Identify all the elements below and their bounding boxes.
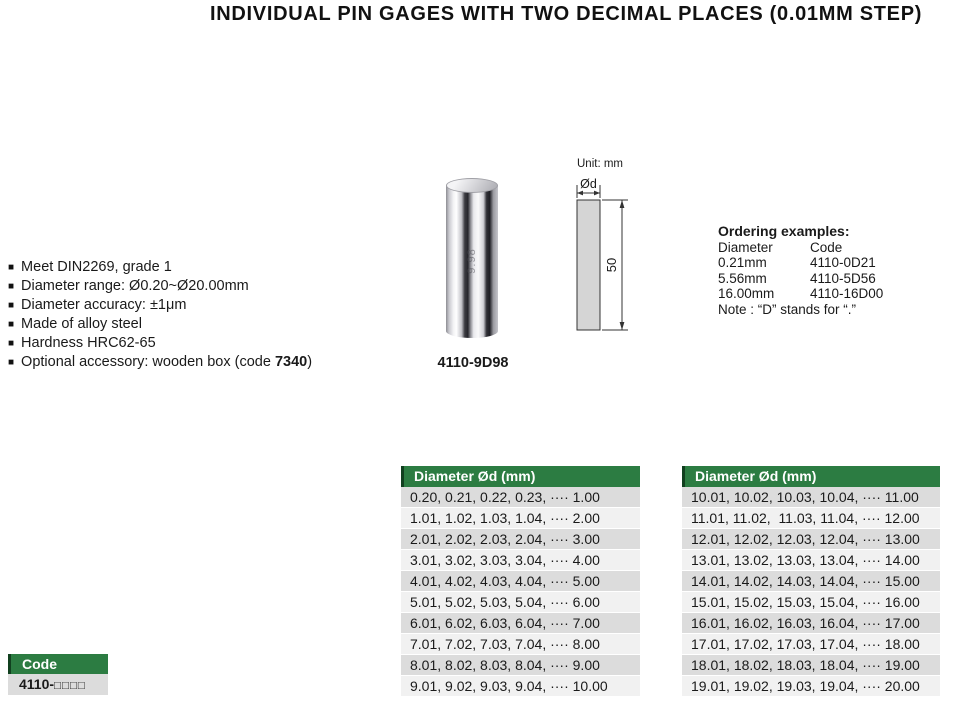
accessory-code: 7340 [274,354,308,370]
feature-text: Diameter accuracy: ±1μm [21,297,187,313]
arrow-left-icon [577,191,583,196]
bullet-square-icon: ■ [8,357,15,368]
diameter-dim-label: Ød [580,177,597,191]
code-box-value: 4110-□□□□ [8,674,108,695]
feature-item [8,258,312,277]
diameter-table-right [682,466,940,697]
code-placeholder-squares: □□□□ [54,680,86,692]
table-row: 2.01, 2.02, 2.03, 2.04, ···· 3.00 [401,529,640,550]
bullet-square-icon: ■ [8,338,15,349]
length-dim-label: 50 [604,257,619,273]
table-row: 10.01, 10.02, 10.03, 10.04, ···· 11.00 [682,487,940,508]
feature-text: Meet DIN2269, grade 1 [21,259,172,275]
product-code-label: 4110-9D98 [437,355,509,371]
table-row: 0.20, 0.21, 0.22, 0.23, ···· 1.00 [401,487,640,508]
table-row: 19.01, 19.02, 19.03, 19.04, ···· 20.00 [682,676,940,697]
unit-label: Unit: mm [577,158,623,170]
col-code: Code [810,239,843,255]
table-row: 3.01, 3.02, 3.03, 3.04, ···· 4.00 [401,550,640,571]
feature-text: Diameter range: Ø0.20~Ø20.00mm [21,278,249,294]
ordering-row: 0.21mm 4110-0D21 [718,255,876,270]
arrow-right-icon [594,191,600,196]
pin-top-face [446,178,498,193]
diameter-table-left [401,466,640,697]
table-row: 11.01, 11.02, 11.03, 11.04, ···· 12.00 [682,508,940,529]
table-row: 15.01, 15.02, 15.03, 15.04, ···· 16.00 [682,592,940,613]
bullet-square-icon: ■ [8,300,15,311]
table-row: 5.01, 5.02, 5.03, 5.04, ···· 6.00 [401,592,640,613]
table-header: Diameter Ød (mm) [682,466,940,487]
feature-text: Made of alloy steel [21,316,142,332]
pin-gage-photo [446,178,498,338]
arrow-down-icon [620,322,625,330]
table-row: 1.01, 1.02, 1.03, 1.04, ···· 2.00 [401,508,640,529]
bullet-square-icon: ■ [8,262,15,273]
bullet-square-icon: ■ [8,319,15,330]
table-row: 13.01, 13.02, 13.03, 13.04, ···· 14.00 [682,550,940,571]
feature-item [8,277,312,296]
arrow-up-icon [620,200,625,208]
feature-item [8,334,312,353]
pin-dimension-diagram [568,172,648,344]
page-title: INDIVIDUAL PIN GAGES WITH TWO DECIMAL PLACES (0.01MM STEP) [210,3,923,25]
feature-item [8,353,312,372]
code-box-header: Code [8,654,108,674]
order-code-box [8,654,108,695]
feature-list [8,258,312,372]
table-row: 7.01, 7.02, 7.03, 7.04, ···· 8.00 [401,634,640,655]
ordering-row: 5.56mm 4110-5D56 [718,270,876,286]
table-row: 9.01, 9.02, 9.03, 9.04, ···· 10.00 [401,676,640,697]
table-row: 6.01, 6.02, 6.03, 6.04, ···· 7.00 [401,613,640,634]
ordering-examples [718,224,883,317]
ordering-row: 16.00mm 4110-16D00 [718,286,884,301]
table-row: 17.01, 17.02, 17.03, 17.04, ···· 18.00 [682,634,940,655]
table-row: 16.01, 16.02, 16.03, 16.04, ···· 17.00 [682,613,940,634]
pin-marking-text: 9.98 [466,248,478,274]
pin-outline-rect [577,200,600,330]
table-row: 18.01, 18.02, 18.03, 18.04, ···· 19.00 [682,655,940,676]
ordering-header-row [718,240,883,256]
table-row: 14.01, 14.02, 14.03, 14.04, ···· 15.00 [682,571,940,592]
col-diameter: Diameter [718,239,773,255]
feature-text: Hardness HRC62-65 [21,335,156,351]
ordering-title: Ordering examples: [718,223,850,239]
table-row: 4.01, 4.02, 4.03, 4.04, ···· 5.00 [401,571,640,592]
bullet-square-icon: ■ [8,281,15,292]
table-row: 12.01, 12.02, 12.03, 12.04, ···· 13.00 [682,529,940,550]
table-header: Diameter Ød (mm) [401,466,640,487]
feature-item [8,315,312,334]
feature-text: Optional accessory: wooden box (code 7340) [21,354,313,370]
feature-item [8,296,312,315]
ordering-note: Note : “D” stands for “.” [718,301,857,317]
table-row: 8.01, 8.02, 8.03, 8.04, ···· 9.00 [401,655,640,676]
